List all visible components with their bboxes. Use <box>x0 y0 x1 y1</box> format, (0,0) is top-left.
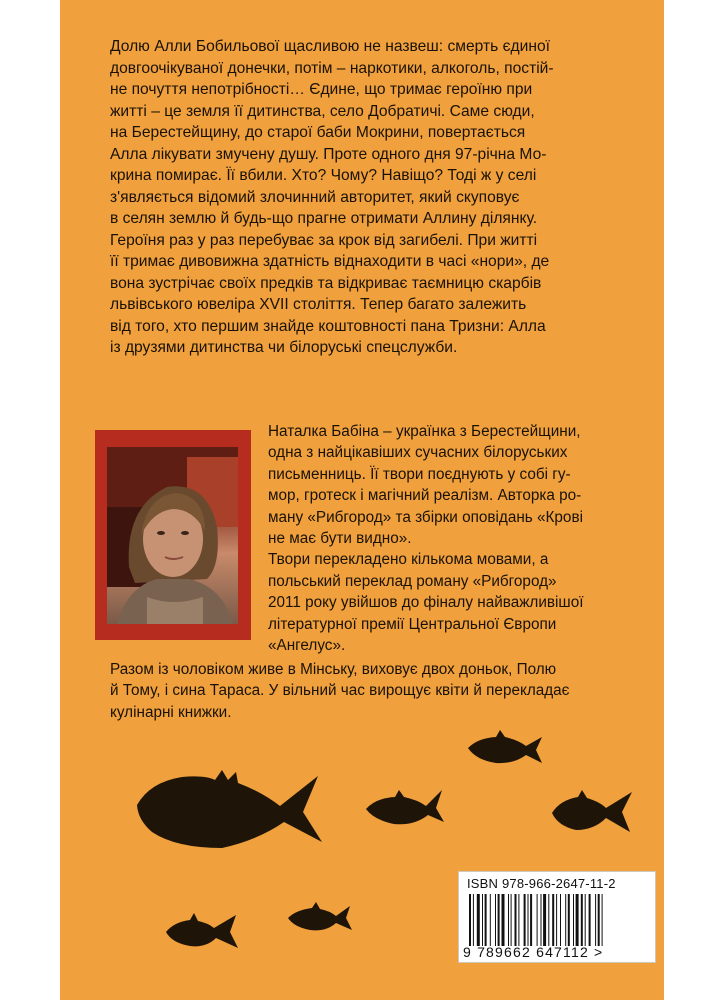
text-line: не має бути видно». <box>268 530 412 548</box>
text-line: житті – це земля її дитинства, село Добратичі. Саме сюди, <box>110 102 535 120</box>
text-line: Героїня раз у раз перебуває за крок від загибелі. При житті <box>110 231 538 249</box>
barcode-bars <box>467 894 645 946</box>
fish-icon <box>366 790 444 824</box>
text-line: її тримає дивовижна здатність віднаходити в часі «нори», де <box>110 253 550 270</box>
barcode-icon <box>458 871 656 963</box>
fish-icon <box>552 790 632 832</box>
text-line: на Берестейщину, до старої баби Мокрини, повертається <box>110 124 526 141</box>
text-line: кулінарні книжки. <box>110 703 232 721</box>
text-line: літературної премії Центральної Європи <box>268 615 557 633</box>
text-line: в селян землю й будь-що прагне отримати Аллину ділянку. <box>110 210 538 227</box>
text-line: вона зустрічає своїх предків та відкриває таємницю скарбів <box>110 274 542 292</box>
fish-icon <box>166 913 238 948</box>
text-line: Разом із чоловіком живе в Мінську, виховує двох доньок, Полю <box>110 661 557 678</box>
text-line: крина помирає. Її вбили. Хто? Чому? Навіщо? Тоді ж у селі <box>110 167 537 184</box>
ean-digits: 9 789662 647112 > <box>463 944 604 960</box>
text-line: польський переклад роману «Рибгород» <box>268 572 557 590</box>
text-line: Твори перекладено кількома мовами, а <box>268 551 549 569</box>
text-line: ману «Рибгород» та збірки оповідань «Крові <box>268 508 583 526</box>
text-line: від того, хто першим знайде коштовності пана Тризни: Алла <box>110 317 546 335</box>
isbn-label: ISBN 978-966-2647-11-2 <box>467 876 616 891</box>
text-line: Долю Алли Бобильової щасливою не назвеш: смерть єдиної <box>110 38 550 55</box>
fish-icon <box>288 902 352 930</box>
text-line: «Ангелус». <box>268 637 346 655</box>
text-line: письменниць. Її твори поєднують у собі гу- <box>268 465 571 483</box>
text-line: з'являється відомий злочинний авторитет, який скуповує <box>110 188 520 206</box>
text-line: Алла лікувати змучену душу. Проте одного дня 97-річна Мо- <box>110 145 547 163</box>
text-line: одна з найцікавіших сучасних білоруських <box>268 444 568 462</box>
text-line: львівського ювеліра XVII століття. Тепер багато залежить <box>110 296 527 313</box>
text-line: й Тому, і сина Тараса. У вільний час вирощує квіти й перекладає <box>110 682 570 700</box>
text-line: довгоочікуваної донечки, потім – наркотики, алкоголь, постій- <box>110 59 554 77</box>
text-line: із друзями дитинства чи білоруські спецслужби. <box>110 339 458 356</box>
fish-icon <box>137 770 322 848</box>
text-line: 2011 року увійшов до фіналу найважливішої <box>268 594 584 612</box>
text-line: мор, гротеск і магічний реалізм. Авторка ро- <box>268 487 582 505</box>
text-line: Наталка Бабіна – українка з Берестейщини, <box>268 423 581 440</box>
text-line: не почуття непотрібності… Єдине, що тримає героїню при <box>110 81 533 98</box>
fish-icon <box>468 730 542 763</box>
